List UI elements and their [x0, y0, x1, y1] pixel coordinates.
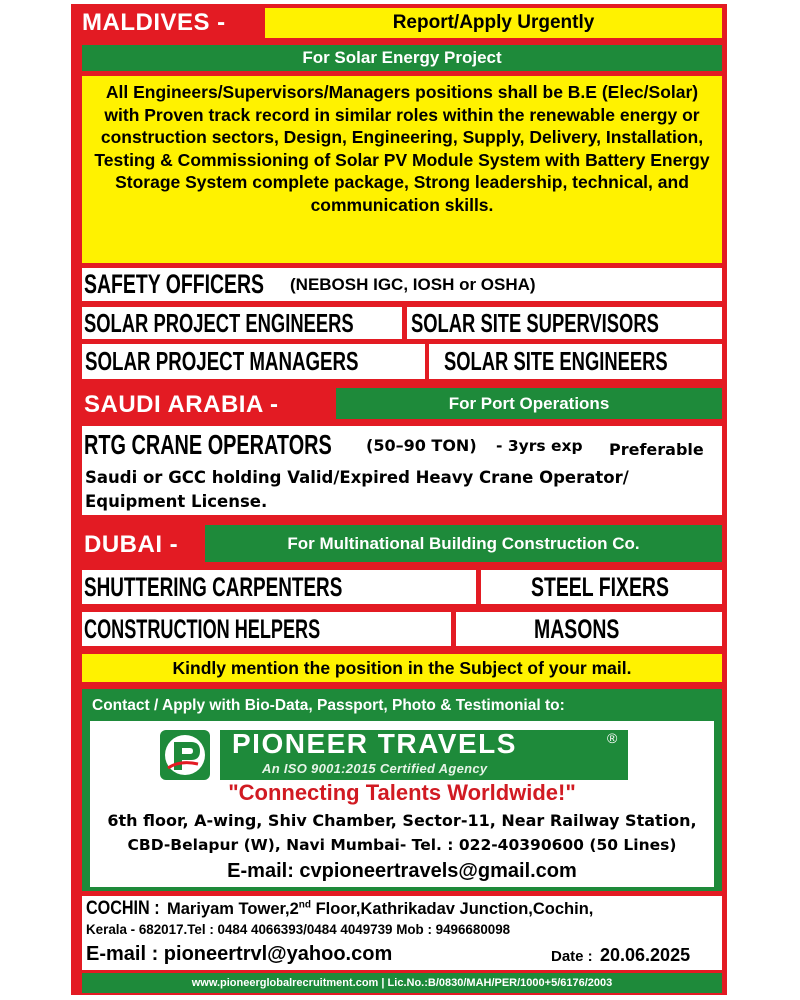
- position-solar-site-engineers: SOLAR SITE ENGINEERS: [429, 344, 722, 379]
- position-masons: MASONS: [456, 612, 722, 646]
- date-label: Date :: [551, 948, 593, 965]
- construction-banner: [205, 525, 722, 562]
- footer-website[interactable]: www.pioneerglobalrecruitment.com: [191, 977, 379, 989]
- company-name: PIONEER TRAVELS: [232, 728, 517, 759]
- crane-operator-title: RTG CRANE OPERATORS: [84, 429, 332, 460]
- saudi-heading: SAUDI ARABIA -: [84, 391, 279, 418]
- footer-license: Lic.No.:B/0830/MAH/PER/1000+5/6176/2003: [387, 977, 613, 989]
- position-shuttering-carpenters: SHUTTERING CARPENTERS: [82, 570, 476, 604]
- position-solar-project-managers: SOLAR PROJECT MANAGERS: [82, 344, 425, 379]
- crane-experience: - 3yrs exp: [496, 437, 583, 455]
- position-solar-site-supervisors: SOLAR SITE SUPERVISORS: [407, 307, 722, 339]
- subject-note-text: Kindly mention the position in the Subject of your mail.: [172, 657, 632, 678]
- solar-project-text: For Solar Energy Project: [302, 48, 502, 67]
- solar-requirements-text: All Engineers/Supervisors/Managers positions shall be B.E (Elec/Solar) with Proven track record in similar roles within the renewable energy or construction sectors, Design, Engineering, Supply, Delivery, Installation, Testing & Commissioning of Solar PV Module System with Battery Energy Storage System complete package, Strong leadership, technical, and communication skills.: [94, 82, 710, 215]
- port-operations-text: For Port Operations: [448, 393, 610, 413]
- dubai-heading: DUBAI -: [84, 531, 179, 558]
- registered-mark: ®: [607, 730, 618, 746]
- crane-preferable: Preferable: [609, 440, 704, 459]
- iso-certification: An ISO 9001:2015 Certified Agency: [262, 761, 488, 776]
- mumbai-address-line1: 6th floor, A-wing, Shiv Chamber, Sector-11, Near Railway Station,: [107, 811, 697, 830]
- crane-capacity: (50–90 TON): [366, 436, 477, 455]
- urgency-banner: [265, 8, 722, 38]
- date-value: 20.06.2025: [600, 945, 691, 965]
- contact-apply-line: Contact / Apply with Bio-Data, Passport, Photo & Testimonial to:: [92, 697, 565, 714]
- crane-license-details: Saudi or GCC holding Valid/Expired Heavy Crane Operator/ Equipment License.: [85, 468, 629, 511]
- cochin-label: COCHIN :: [86, 898, 160, 919]
- position-steel-fixers: STEEL FIXERS: [481, 570, 722, 604]
- cochin-line1: [86, 898, 593, 920]
- port-operations-banner: [336, 388, 722, 419]
- footer-separator: |: [381, 977, 385, 989]
- cochin-address: Mariyam Tower,2nd Floor,Kathrikadav Junction,Cochin,: [167, 899, 594, 918]
- subject-note-banner: [82, 654, 722, 682]
- cochin-line2: Kerala - 682017.Tel : 0484 4066393/0484 4049739 Mob : 9496680098: [86, 922, 511, 937]
- position-solar-project-engineers: SOLAR PROJECT ENGINEERS: [82, 307, 402, 339]
- urgency-text: Report/Apply Urgently: [392, 12, 595, 33]
- footer-text: [82, 973, 722, 993]
- cochin-email[interactable]: E-mail : pioneertrvl@yahoo.com: [86, 943, 393, 965]
- construction-text: For Multinational Building Construction Co.: [287, 533, 640, 553]
- tagline: "Connecting Talents Worldwide!": [228, 780, 576, 805]
- safety-certifications: (NEBOSH IGC, IOSH or OSHA): [290, 275, 536, 294]
- solar-requirements-box: [82, 76, 722, 263]
- position-construction-helpers: CONSTRUCTION HELPERS: [82, 612, 451, 646]
- mumbai-address-line2: CBD-Belapur (W), Navi Mumbai- Tel. : 022-40390600 (50 Lines): [127, 836, 677, 854]
- contact-email[interactable]: E-mail: cvpioneertravels@gmail.com: [227, 860, 577, 882]
- solar-project-banner: [82, 45, 722, 71]
- maldives-heading: MALDIVES -: [82, 9, 226, 36]
- safety-officers-title: SAFETY OFFICERS: [84, 269, 265, 299]
